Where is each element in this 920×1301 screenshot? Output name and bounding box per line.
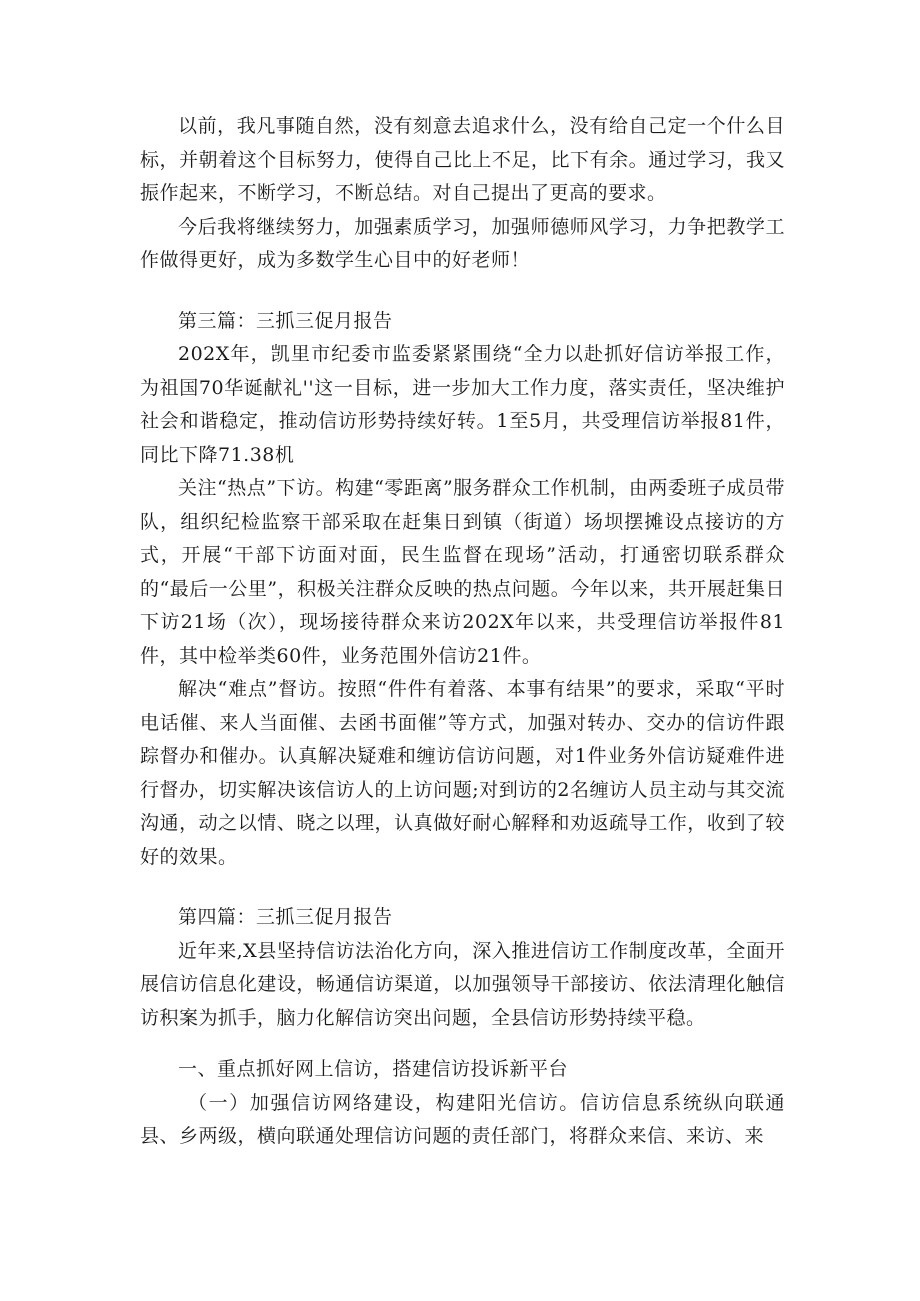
document-page [140,110,785,1154]
section4-heading: 第四篇：三抓三促月报告 [178,906,393,928]
section-gap [140,874,785,901]
section3-heading: 第三篇：三抓三促月报告 [178,309,393,332]
section4-sub1-paragraph-1: （一）加强信访网络建设，构建阳光信访。信访信息系统纵向联通县、乡两级，横向联通处理信访问题的责任部门，将群众来信、来访、来 [140,1091,785,1147]
intro-paragraph-1: 以前，我凡事随自然，没有刻意去追求什么，没有给自己定一个什么目标，并朝着这个目标努力，使得自己比上不足，比下有余。通过学习，我又振作起来，不断学习，不断总结。对自己提出了更高的要求。 [140,115,785,204]
section3-paragraph-3: 解决“难点”督访。按照“件件有着落、本事有结果”的要求，采取“平时电话催、来人当面催、去函书面催”等方式，加强对转办、交办的信访件跟踪督办和催办。认真解决疑难和缠访信访问题，对1件业务外信访疑难件进行督办，切实解决该信访人的上访问题;对到访的2名缠访人员主动与其交流沟通，动之以情、晓之以理，认真做好耐心解释和劝返疏导工作，收到了较好的效果。 [140,678,785,868]
section-gap [140,278,785,305]
subsection-gap [140,1035,785,1053]
intro-paragraph-2: 今后我将继续努力，加强素质学习，加强师德师风学习，力争把教学工作做得更好，成为多数学生心目中的好老师！ [140,215,785,271]
section3-paragraph-1: 202X年，凯里市纪委市监委紧紧围绕“全力以赴抓好信访举报工作，为祖国70华诞献礼''这一目标，进一步加大工作力度，落实责任，坚决维护社会和谐稳定，推动信访形势持续好转。1至5月，共受理信访举报81件，同比下降71.38机 [140,343,785,466]
section4-paragraph-1: 近年来,X县坚持信访法治化方向，深入推进信访工作制度改革，全面开展信访信息化建设，畅通信访渠道，以加强领导干部接访、依法清理化触信访积案为抓手，脑力化解信访突出问题，全县信访形势持续平稳。 [140,939,785,1029]
section4-subheading-1: 一、重点抓好网上信访，搭建信访投诉新平台 [178,1058,569,1080]
section3-paragraph-2: 关注“热点”下访。构建“零距离”服务群众工作机制，由两委班子成员带队，组织纪检监察干部采取在赶集日到镇（街道）场坝摆摊设点接访的方式，开展“干部下访面对面，民生监督在现场”活动，打通密切联系群众的“最后一公里”，积极关注群众反映的热点问题。今年以来，共开展赶集日下访21场（次），现场接待群众来访202X年以来，共受理信访举报件81件，其中检举类60件，业务范围外信访21件。 [140,477,785,667]
